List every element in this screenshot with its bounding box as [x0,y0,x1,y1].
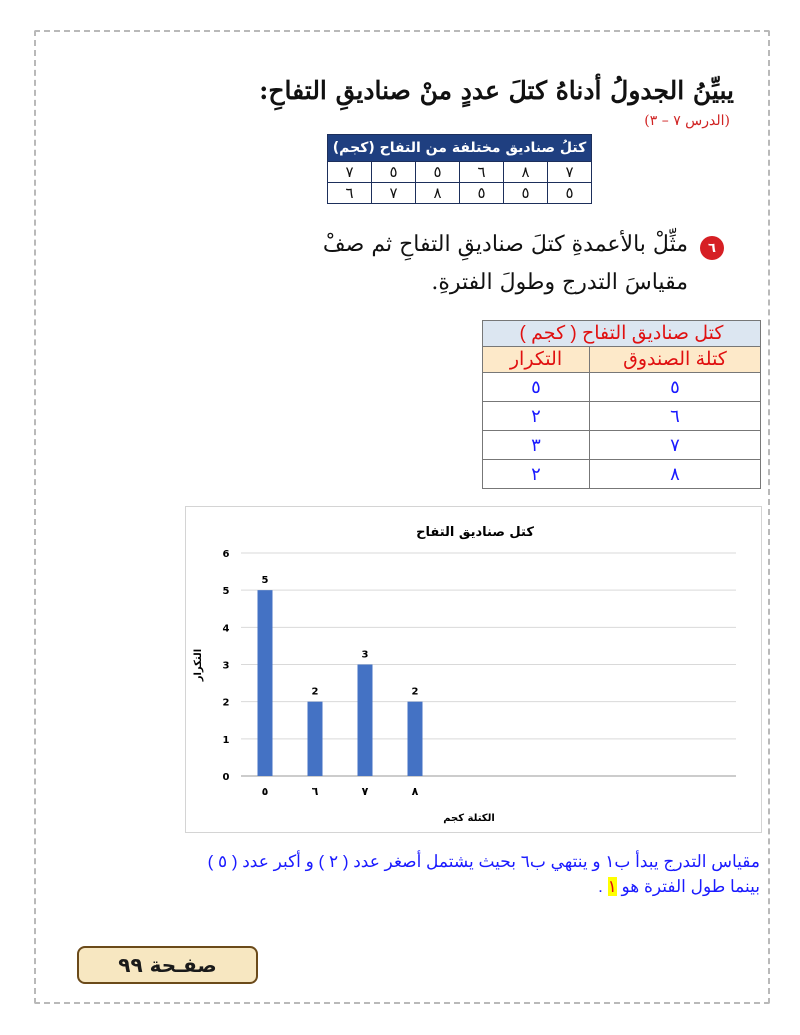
x-tick-label: ٨ [411,785,419,798]
table-cell: ٥ [372,162,416,183]
table-cell: ٨ [504,162,548,183]
table-row [328,183,592,204]
frequency-cell: ٣ [483,431,590,460]
answer-line2-end: . [598,877,608,896]
table-row [483,373,761,402]
mass-cell: ٧ [590,431,761,460]
y-tick-label: 3 [222,660,230,672]
data-label: 3 [361,649,369,661]
table-cell: ٧ [372,183,416,204]
table-cell: ٧ [328,162,372,183]
column-header-mass: كتلة الصندوق [590,347,761,373]
page-title: يبيِّنُ الجدولُ أدناهُ كتلَ عددٍ منْ صناديقِ التفاحِ: [259,76,734,105]
source-table-header: كتلُ صناديق مختلفة من التفاح (كجم) [328,135,592,162]
chart-title: كتل صناديق التفاح [416,525,534,540]
table-row [483,460,761,489]
y-tick-label: 1 [222,734,230,746]
bar-chart-svg [186,507,761,832]
mass-cell: ٥ [590,373,761,402]
bar [358,665,373,777]
mass-cell: ٦ [590,402,761,431]
y-tick-label: 4 [222,623,230,635]
table-row [483,431,761,460]
table-cell: ٥ [548,183,592,204]
table-cell: ٦ [328,183,372,204]
bar [308,702,323,776]
table-cell: ٥ [460,183,504,204]
data-label: 2 [311,686,319,698]
lesson-reference: (الدرس ٧ – ٣) [644,113,730,129]
data-label: 5 [261,575,269,587]
column-header-frequency: التكرار [483,347,590,373]
interval-length-value: ١ [607,877,617,896]
page-number-label: صفـحة ٩٩ [77,946,258,984]
x-tick-label: ٦ [311,785,319,798]
table-row [328,162,592,183]
frequency-cell: ٢ [483,460,590,489]
frequency-cell: ٢ [483,402,590,431]
table-cell: ٧ [548,162,592,183]
x-tick-label: ٧ [361,785,369,798]
table-row [483,402,761,431]
y-tick-label: 0 [222,772,230,783]
frequency-cell: ٥ [483,373,590,402]
data-label: 2 [411,686,419,698]
mass-cell: ٨ [590,460,761,489]
question-text-line2: مقياسَ التدرج وطولَ الفترةِ. [431,270,688,295]
frequency-table-title: كتل صناديق التفاح ( كجم ) [483,321,761,347]
bar [408,702,423,776]
frequency-table [482,320,761,489]
answer-line2 [40,874,760,899]
answer-line1: مقياس التدرج يبدأ ب١ و ينتهي ب٦ بحيث يشتمل أصغر عدد ( ٢ ) و أكبر عدد ( ٥ ) [207,852,760,871]
answer-line2-text: بينما طول الفترة هو [616,877,760,896]
bar [258,590,273,776]
x-axis-label: الكتلة كجم [443,813,495,824]
y-tick-label: 6 [222,549,230,560]
table-cell: ٥ [504,183,548,204]
question-text-line1: مثِّلْ بالأعمدةِ كتلَ صناديقِ التفاحِ ثم صفْ [322,232,688,257]
answer-text [40,849,760,899]
table-cell: ٦ [460,162,504,183]
x-tick-label: ٥ [261,785,269,798]
y-axis-label: التكرار [193,648,204,682]
bar-chart [185,506,762,833]
table-cell: ٨ [416,183,460,204]
table-cell: ٥ [416,162,460,183]
source-table [327,134,592,204]
question-number-badge: ٦ [700,236,724,260]
y-tick-label: 2 [222,697,230,709]
y-tick-label: 5 [222,586,230,598]
